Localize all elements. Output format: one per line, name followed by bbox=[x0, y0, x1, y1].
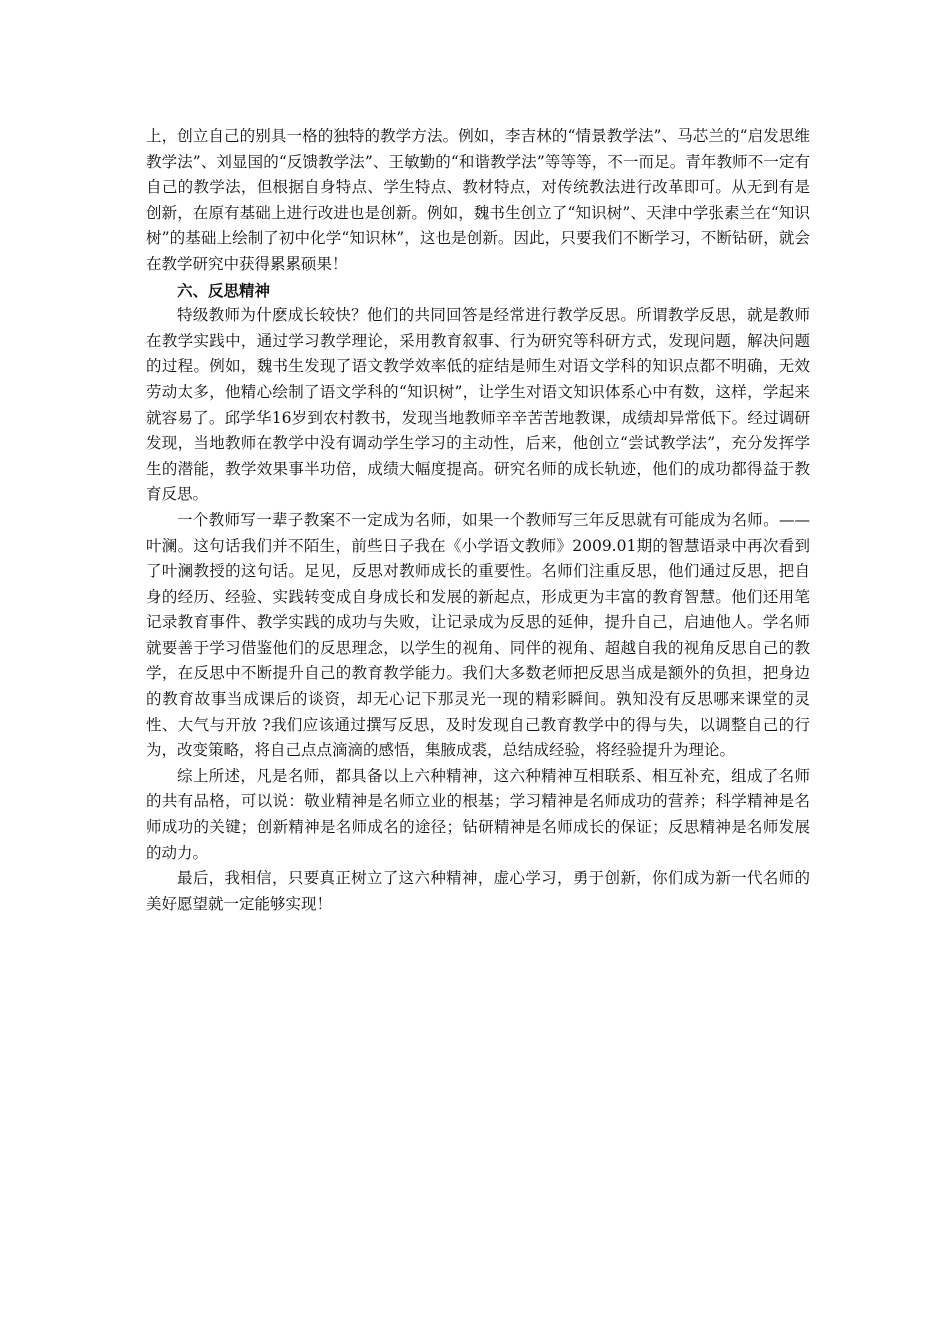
paragraph-innovation-continued: 上，创立自己的别具一格的独特的教学方法。例如，李吉林的“情景教学法”、马芯兰的“启发思维教学法”、刘显国的“反馈教学法”、王敏勤的“和谐教学法”等等等，不一而足。青年教师不一定有自己的教学法，但根据自身特点、学生特点、教材特点，对传统教法进行改革即可。从无到有是创新，在原有基础上进行改进也是创新。例如，魏书生创立了“知识树”、天津中学张素兰在“知识树”的基础上绘制了初中化学“知识林”，这也是创新。因此，只要我们不断学习，不断钻研，就会在教学研究中获得累累硕果！ bbox=[146, 127, 810, 273]
paragraph-reflection-quote: 一个教师写一辈子教案不一定成为名师，如果一个教师写三年反思就有可能成为名师。——叶澜。这句话我们并不陌生，前些日子我在《小学语文教师》2009.01期的智慧语录中再次看到了叶澜教授的这句话。足见，反思对教师成长的重要性。名师们注重反思，他们通过反思，把自身的经历、经验、实践转变成自身成长和发展的新起点，形成更为丰富的教育智慧。他们还用笔记录教育事件、教学实践的成功与失败，让记录成为反思的延伸，提升自己，启迪他人。学名师就要善于学习借鉴他们的反思理念，以学生的视角、同伴的视角、超越自我的视角反思自己的教学，在反思中不断提升自己的教育教学能力。我们大多数老师把反思当成是额外的负担，把身边的教育故事当成课后的谈资，却无心记下那灵光一现的精彩瞬间。孰知没有反思哪来课堂的灵性、大气与开放 ?我们应该通过撰写反思，及时发现自己教育教学中的得与失，以调整自己的行为，改变策略，将自己点点滴滴的感悟，集腋成裘，总结成经验，将经验提升为理论。 bbox=[146, 510, 810, 760]
paragraph-conclusion: 最后，我相信，只要真正树立了这六种精神，虚心学习，勇于创新，你们成为新一代名师的美好愿望就一定能够实现！ bbox=[146, 869, 810, 913]
paragraph-reflection-intro: 特级教师为什麽成长较快？他们的共同回答是经常进行教学反思。所谓教学反思，就是教师在教学实践中，通过学习教学理论，采用教育叙事、行为研究等科研方式，发现问题，解决问题的过程。例如，魏书生发现了语文教学效率低的症结是师生对语文学科的知识点都不明确，无效劳动太多，他精心绘制了语文学科的“知识树”，让学生对语文知识体系心中有数，这样，学起来就容易了。邱学华16岁到农村教书，发现当地教师辛辛苦苦地教课，成绩却异常低下。经过调研发现，当地教师在教学中没有调动学生学习的主动性，后来，他创立“尝试教学法”，充分发挥学生的潜能，教学效果事半功倍，成绩大幅度提高。研究名师的成长轨迹，他们的成功都得益于教育反思。 bbox=[146, 306, 810, 504]
document-body bbox=[146, 124, 810, 917]
paragraph-summary: 综上所述，凡是名师，都具备以上六种精神，这六种精神互相联系、相互补充，组成了名师的共有品格，可以说：敬业精神是名师立业的根基；学习精神是名师成功的营养；科学精神是名师成功的关键；创新精神是名师成名的途径；钻研精神是名师成长的保证；反思精神是名师发展的动力。 bbox=[146, 766, 810, 862]
section-heading-reflection: 六、反思精神 bbox=[177, 280, 271, 300]
